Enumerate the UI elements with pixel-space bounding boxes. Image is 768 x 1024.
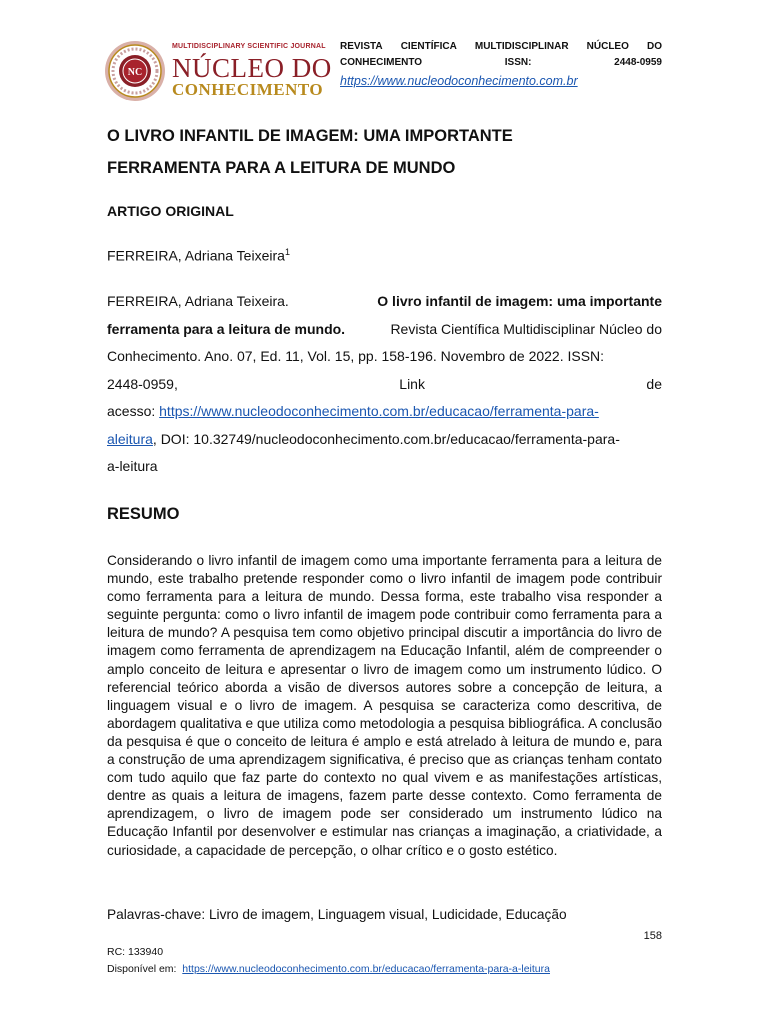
- header-line-2: CONHECIMENTO ISSN: 2448-0959: [340, 57, 662, 68]
- author-name: FERREIRA, Adriana Teixeira$^1$: [107, 247, 290, 264]
- author-footnote-ref[interactable]: 1: [284, 247, 290, 257]
- rc-number: RC: 133940: [107, 946, 164, 958]
- citation-line: a-leitura: [107, 458, 158, 474]
- availability-link[interactable]: https://www.nucleodoconhecimento.com.br/educacao/ferramenta-para-a-leitura: [182, 963, 550, 975]
- journal-url-link[interactable]: https://www.nucleodoconhecimento.com.br: [340, 74, 578, 88]
- journal-seal-icon: [104, 40, 166, 102]
- article-type: ARTIGO ORIGINAL: [107, 203, 234, 219]
- citation-line: ferramenta para a leitura de mundo. Revista Científica Multidisciplinar Núcleo do: [107, 320, 662, 337]
- logo-tagline: MULTIDISCIPLINARY SCIENTIFIC JOURNAL: [172, 43, 326, 50]
- citation-line: aleitura, DOI: 10.32749/nucleodoconhecimento.com.br/educacao/ferramenta-para-: [107, 430, 620, 447]
- abstract-text: Considerando o livro infantil de imagem como uma importante ferramenta para a leitura de mundo, este trabalho pretende responder como o livro infantil de imagem pode contribuir como ferramenta para a leitura de mundo. Dessa forma, este trabalho visa responder a seguinte pergunta: como o livro infantil de imagem pode contribuir como ferramenta para a leitura de mundo? A pesquisa tem como objetivo principal discutir a importância do livro de imagem como ferramenta de aprendizagem na Educação Infantil, além de compreender o amplo conceito de leitura e apresentar o livro de imagem como um instrumento lúdico. O referencial teórico aborda a visão de diversos autores sobre a concepção de leitura, a linguagem visual e o livro de imagem. A pesquisa se caracteriza como descritiva, de abordagem qualitativa e que utiliza como metodologia a pesquisa bibliográfica. A conclusão da pesquisa é que o conceito de leitura é amplo e está atrelado à leitura de mundo e, para a construção de uma aprendizagem significativa, é preciso que as crianças tenham contato com tudo aquilo que faz parte do contexto no qual vivem e as manifestações artísticas, dentre as quais a leitura de imagens, fazem parte desse contexto. Como ferramenta de aprendizagem, o livro de imagem pode ser considerado um instrumento lúdico na Educação Infantil por desenvolver e estimular nas crianças a imaginação, a criatividade, a curiosidade, a capacidade de percepção, o olhar crítico e o gosto estético.: [107, 553, 662, 858]
- citation-block: [107, 288, 662, 481]
- seal-text: NC: [127, 67, 143, 78]
- article-title: O LIVRO INFANTIL DE IMAGEM: UMA IMPORTANTE FERRAMENTA PARA A LEITURA DE MUNDO: [107, 127, 513, 177]
- citation-line: 2448-0959, Link de: [107, 375, 662, 392]
- keywords: Palavras-chave: Livro de imagem, Linguagem visual, Ludicidade, Educação: [107, 907, 567, 922]
- header-line-1: REVISTA CIENTÍFICA MULTIDISCIPLINAR NÚCLEO DO: [340, 41, 662, 52]
- logo-subname: CONHECIMENTO: [172, 80, 324, 99]
- running-header: [340, 39, 662, 91]
- journal-logo: [104, 38, 332, 102]
- logo-name: NÚCLEO DO: [172, 53, 332, 83]
- citation-line: FERREIRA, Adriana Teixeira. O livro infantil de imagem: uma importante: [107, 293, 662, 309]
- abstract-heading: RESUMO: [107, 505, 180, 523]
- availability-line: Disponível em: https://www.nucleodoconhecimento.com.br/educacao/ferramenta-para-a-leitura: [107, 963, 550, 975]
- citation-line: Conhecimento. Ano. 07, Ed. 11, Vol. 15, pp. 158-196. Novembro de 2022. ISSN:: [107, 348, 605, 364]
- article-access-link-cont[interactable]: aleitura: [107, 430, 153, 447]
- citation-line: acesso: https://www.nucleodoconhecimento.com.br/educacao/ferramenta-para-: [107, 403, 599, 419]
- article-access-link[interactable]: https://www.nucleodoconhecimento.com.br/educacao/ferramenta-para-: [159, 403, 599, 419]
- page-number: 158: [643, 930, 662, 942]
